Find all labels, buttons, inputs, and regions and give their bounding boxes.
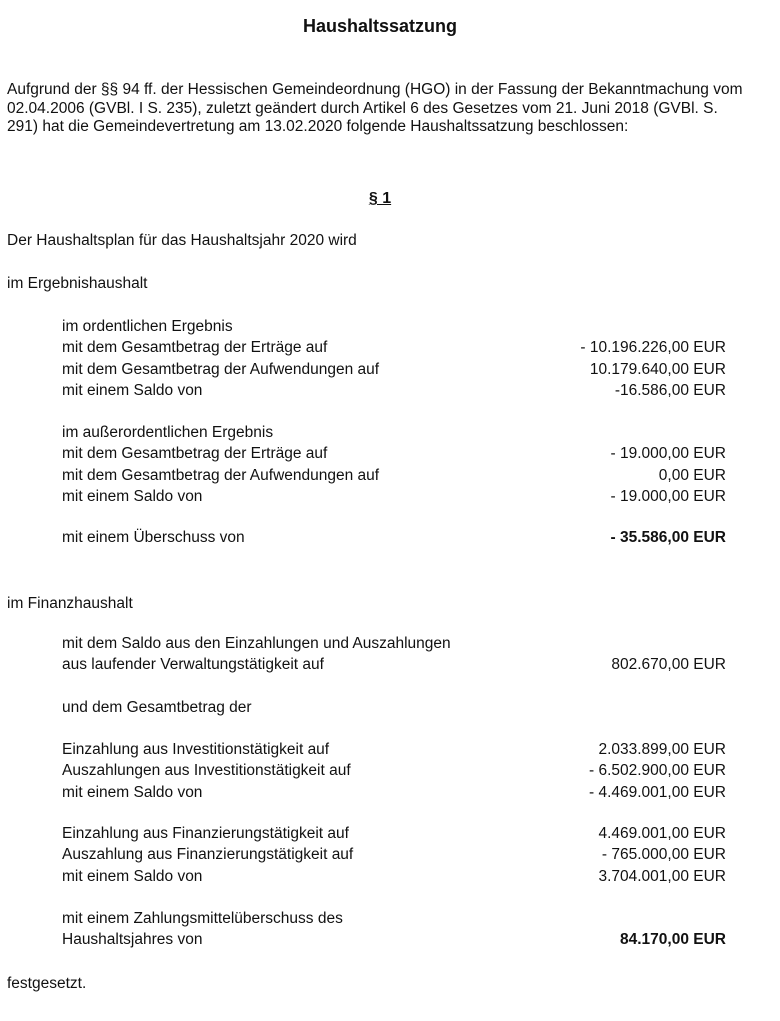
row-amount: 3.704.001,00 EUR: [598, 867, 726, 885]
table-row: [62, 337, 726, 358]
section-heading: § 1: [368, 190, 392, 207]
row-amount: 10.179.640,00 EUR: [589, 360, 726, 378]
row-amount: 4.469.001,00 EUR: [598, 825, 726, 842]
ordentliches-ergebnis-block: [62, 316, 726, 401]
row-amount: 2.033.899,00 EUR: [598, 741, 726, 758]
row-amount: - 19.000,00 EUR: [610, 487, 726, 505]
gesamtbetrag-block: [62, 697, 726, 718]
row-label: aus laufender Verwaltungstätigkeit auf: [62, 656, 324, 674]
row-label: Haushaltsjahres von: [62, 931, 203, 949]
zahlungsmittel-block: [62, 908, 726, 951]
row-label: und dem Gesamtbetrag der: [62, 699, 252, 716]
table-row: [62, 486, 726, 507]
table-row: [62, 908, 726, 929]
table-row: [62, 465, 726, 486]
table-row: [62, 654, 726, 675]
investition-block: [62, 739, 726, 803]
row-label: mit einem Zahlungsmittelüberschuss des: [62, 910, 343, 927]
row-label: mit einem Saldo von: [62, 783, 203, 801]
row-amount: 802.670,00 EUR: [611, 656, 726, 674]
row-amount: 0,00 EUR: [658, 466, 726, 484]
row-label: Einzahlung aus Investitionstätigkeit auf: [62, 741, 330, 758]
row-label: im ordentlichen Ergebnis: [62, 318, 233, 335]
table-row: [62, 527, 726, 548]
row-label: mit dem Gesamtbetrag der Aufwendungen auf: [62, 466, 380, 484]
table-row: [62, 422, 726, 443]
table-row: [62, 739, 726, 760]
finanzierung-block: [62, 823, 726, 887]
row-amount: -16.586,00 EUR: [614, 381, 726, 399]
table-row: [62, 782, 726, 803]
table-row: [62, 823, 726, 844]
row-label: mit einem Überschuss von: [62, 529, 245, 546]
row-label: mit dem Gesamtbetrag der Aufwendungen auf: [62, 360, 380, 378]
row-amount: - 6.502.900,00 EUR: [588, 762, 726, 780]
ueberschuss-block: [62, 527, 726, 548]
table-row: [62, 760, 726, 781]
table-row: [62, 380, 726, 401]
row-label: im außerordentlichen Ergebnis: [62, 424, 274, 441]
row-label: Auszahlung aus Finanzierungstätigkeit auf: [62, 846, 354, 864]
row-amount: - 35.586,00 EUR: [610, 529, 726, 546]
finanz-heading: im Finanzhaushalt: [7, 595, 133, 612]
row-label: mit dem Gesamtbetrag der Erträge auf: [62, 339, 328, 357]
document-title: Haushaltssatzung: [302, 16, 458, 36]
table-row: [62, 316, 726, 337]
table-row: [62, 844, 726, 865]
row-label: Einzahlung aus Finanzierungstätigkeit auf: [62, 825, 349, 842]
row-label: mit dem Gesamtbetrag der Erträge auf: [62, 445, 328, 463]
plan-intro: Der Haushaltsplan für das Haushaltsjahr 2020 wird: [7, 232, 357, 249]
verwaltung-block: [62, 633, 726, 676]
row-amount: - 19.000,00 EUR: [610, 445, 726, 463]
table-row: [62, 443, 726, 464]
row-amount: - 10.196.226,00 EUR: [580, 339, 726, 357]
closing-text: festgesetzt.: [7, 975, 87, 992]
table-row: [62, 359, 726, 380]
table-row: [62, 866, 726, 887]
row-amount: - 765.000,00 EUR: [601, 846, 726, 864]
row-label: Auszahlungen aus Investitionstätigkeit auf: [62, 762, 351, 780]
table-row: [62, 697, 726, 718]
row-label: mit einem Saldo von: [62, 487, 203, 505]
row-label: mit dem Saldo aus den Einzahlungen und Auszahlungen: [62, 635, 451, 652]
row-amount: - 4.469.001,00 EUR: [588, 783, 726, 801]
table-row: [62, 633, 726, 654]
intro-paragraph: Aufgrund der §§ 94 ff. der Hessischen Gemeindeordnung (HGO) in der Fassung der Bekanntmachung vom 02.04.2006 (GVBl. I S. 235), zuletzt geändert durch Artikel 6 des Gesetzes vom 21. Juni 2018 (GVBl. S. 291) hat die Gemeindevertretung am 13.02.2020 folgende Haushaltssatzung beschlossen:: [7, 81, 743, 135]
row-amount: 84.170,00 EUR: [620, 931, 726, 949]
row-label: mit einem Saldo von: [62, 867, 203, 885]
row-label: mit einem Saldo von: [62, 381, 203, 399]
ausserordentliches-ergebnis-block: [62, 422, 726, 507]
table-row: [62, 929, 726, 950]
ergebnis-heading: im Ergebnishaushalt: [7, 275, 148, 292]
